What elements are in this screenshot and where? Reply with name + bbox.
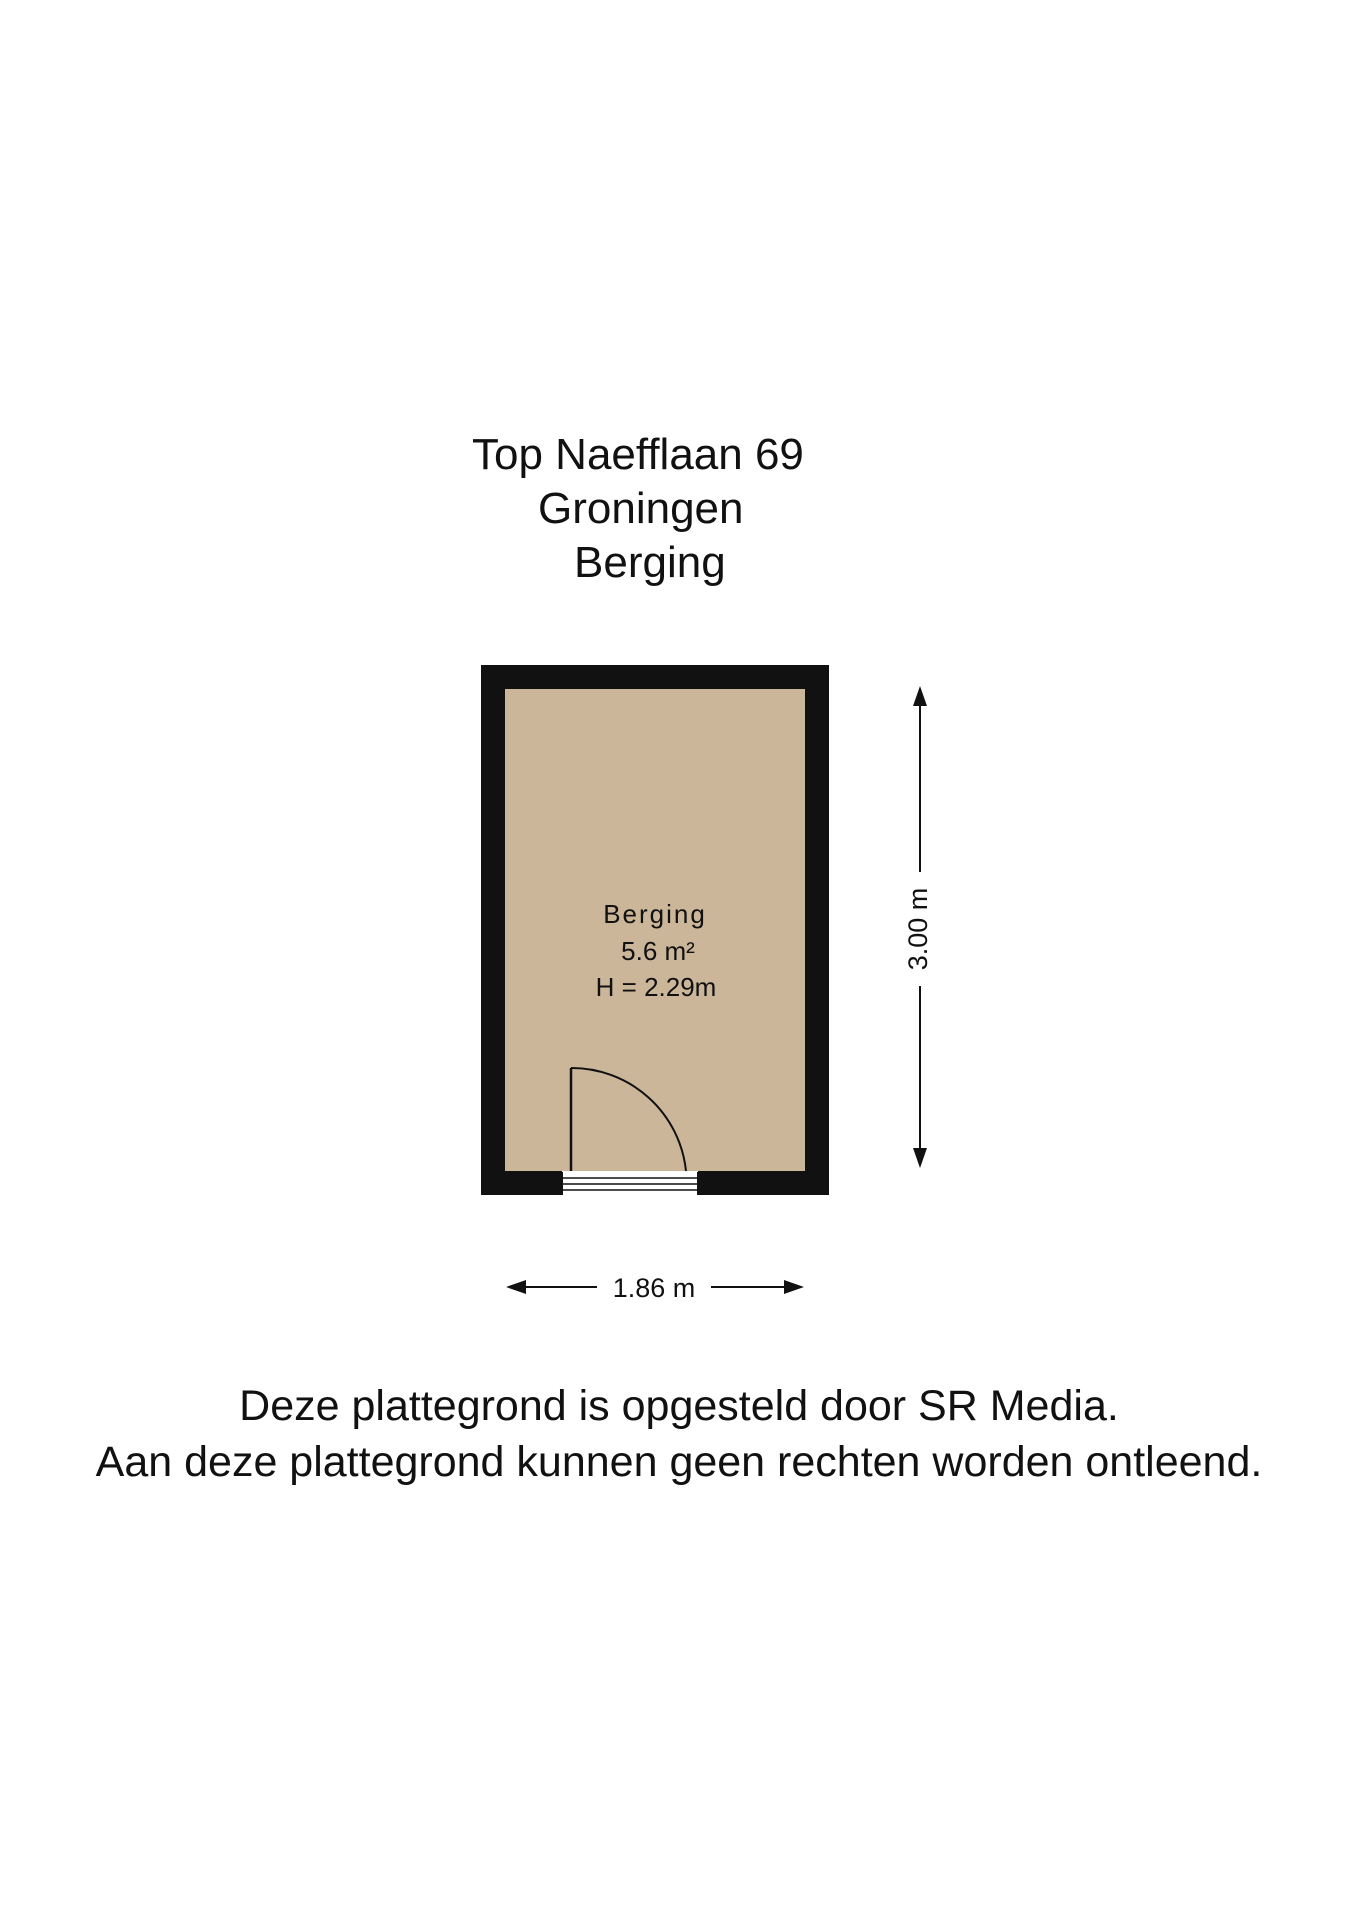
city-title: Groningen <box>538 484 744 533</box>
arrow-left-icon <box>506 1280 526 1294</box>
width-label: 1.86 m <box>612 1273 696 1303</box>
room-floor <box>505 689 805 1171</box>
floor-title: Berging <box>574 538 726 587</box>
arrow-down-icon <box>913 1148 927 1168</box>
depth-dimension <box>903 686 933 1168</box>
depth-label: 3.00 m <box>903 887 934 971</box>
address-title: Top Naefflaan 69 <box>472 430 804 479</box>
room-name-label: Berging <box>603 899 707 929</box>
disclaimer-line-1: Deze plattegrond is opgesteld door SR Media. <box>239 1382 1119 1430</box>
disclaimer-line-2: Aan deze plattegrond kunnen geen rechten worden ontleend. <box>95 1438 1263 1486</box>
width-dimension <box>506 1273 804 1303</box>
arrow-right-icon <box>784 1280 804 1294</box>
room-height-label: H = 2.29m <box>595 972 717 1002</box>
door-opening <box>562 1171 698 1195</box>
arrow-up-icon <box>913 686 927 706</box>
room-area-label: 5.6 m² <box>621 936 695 966</box>
